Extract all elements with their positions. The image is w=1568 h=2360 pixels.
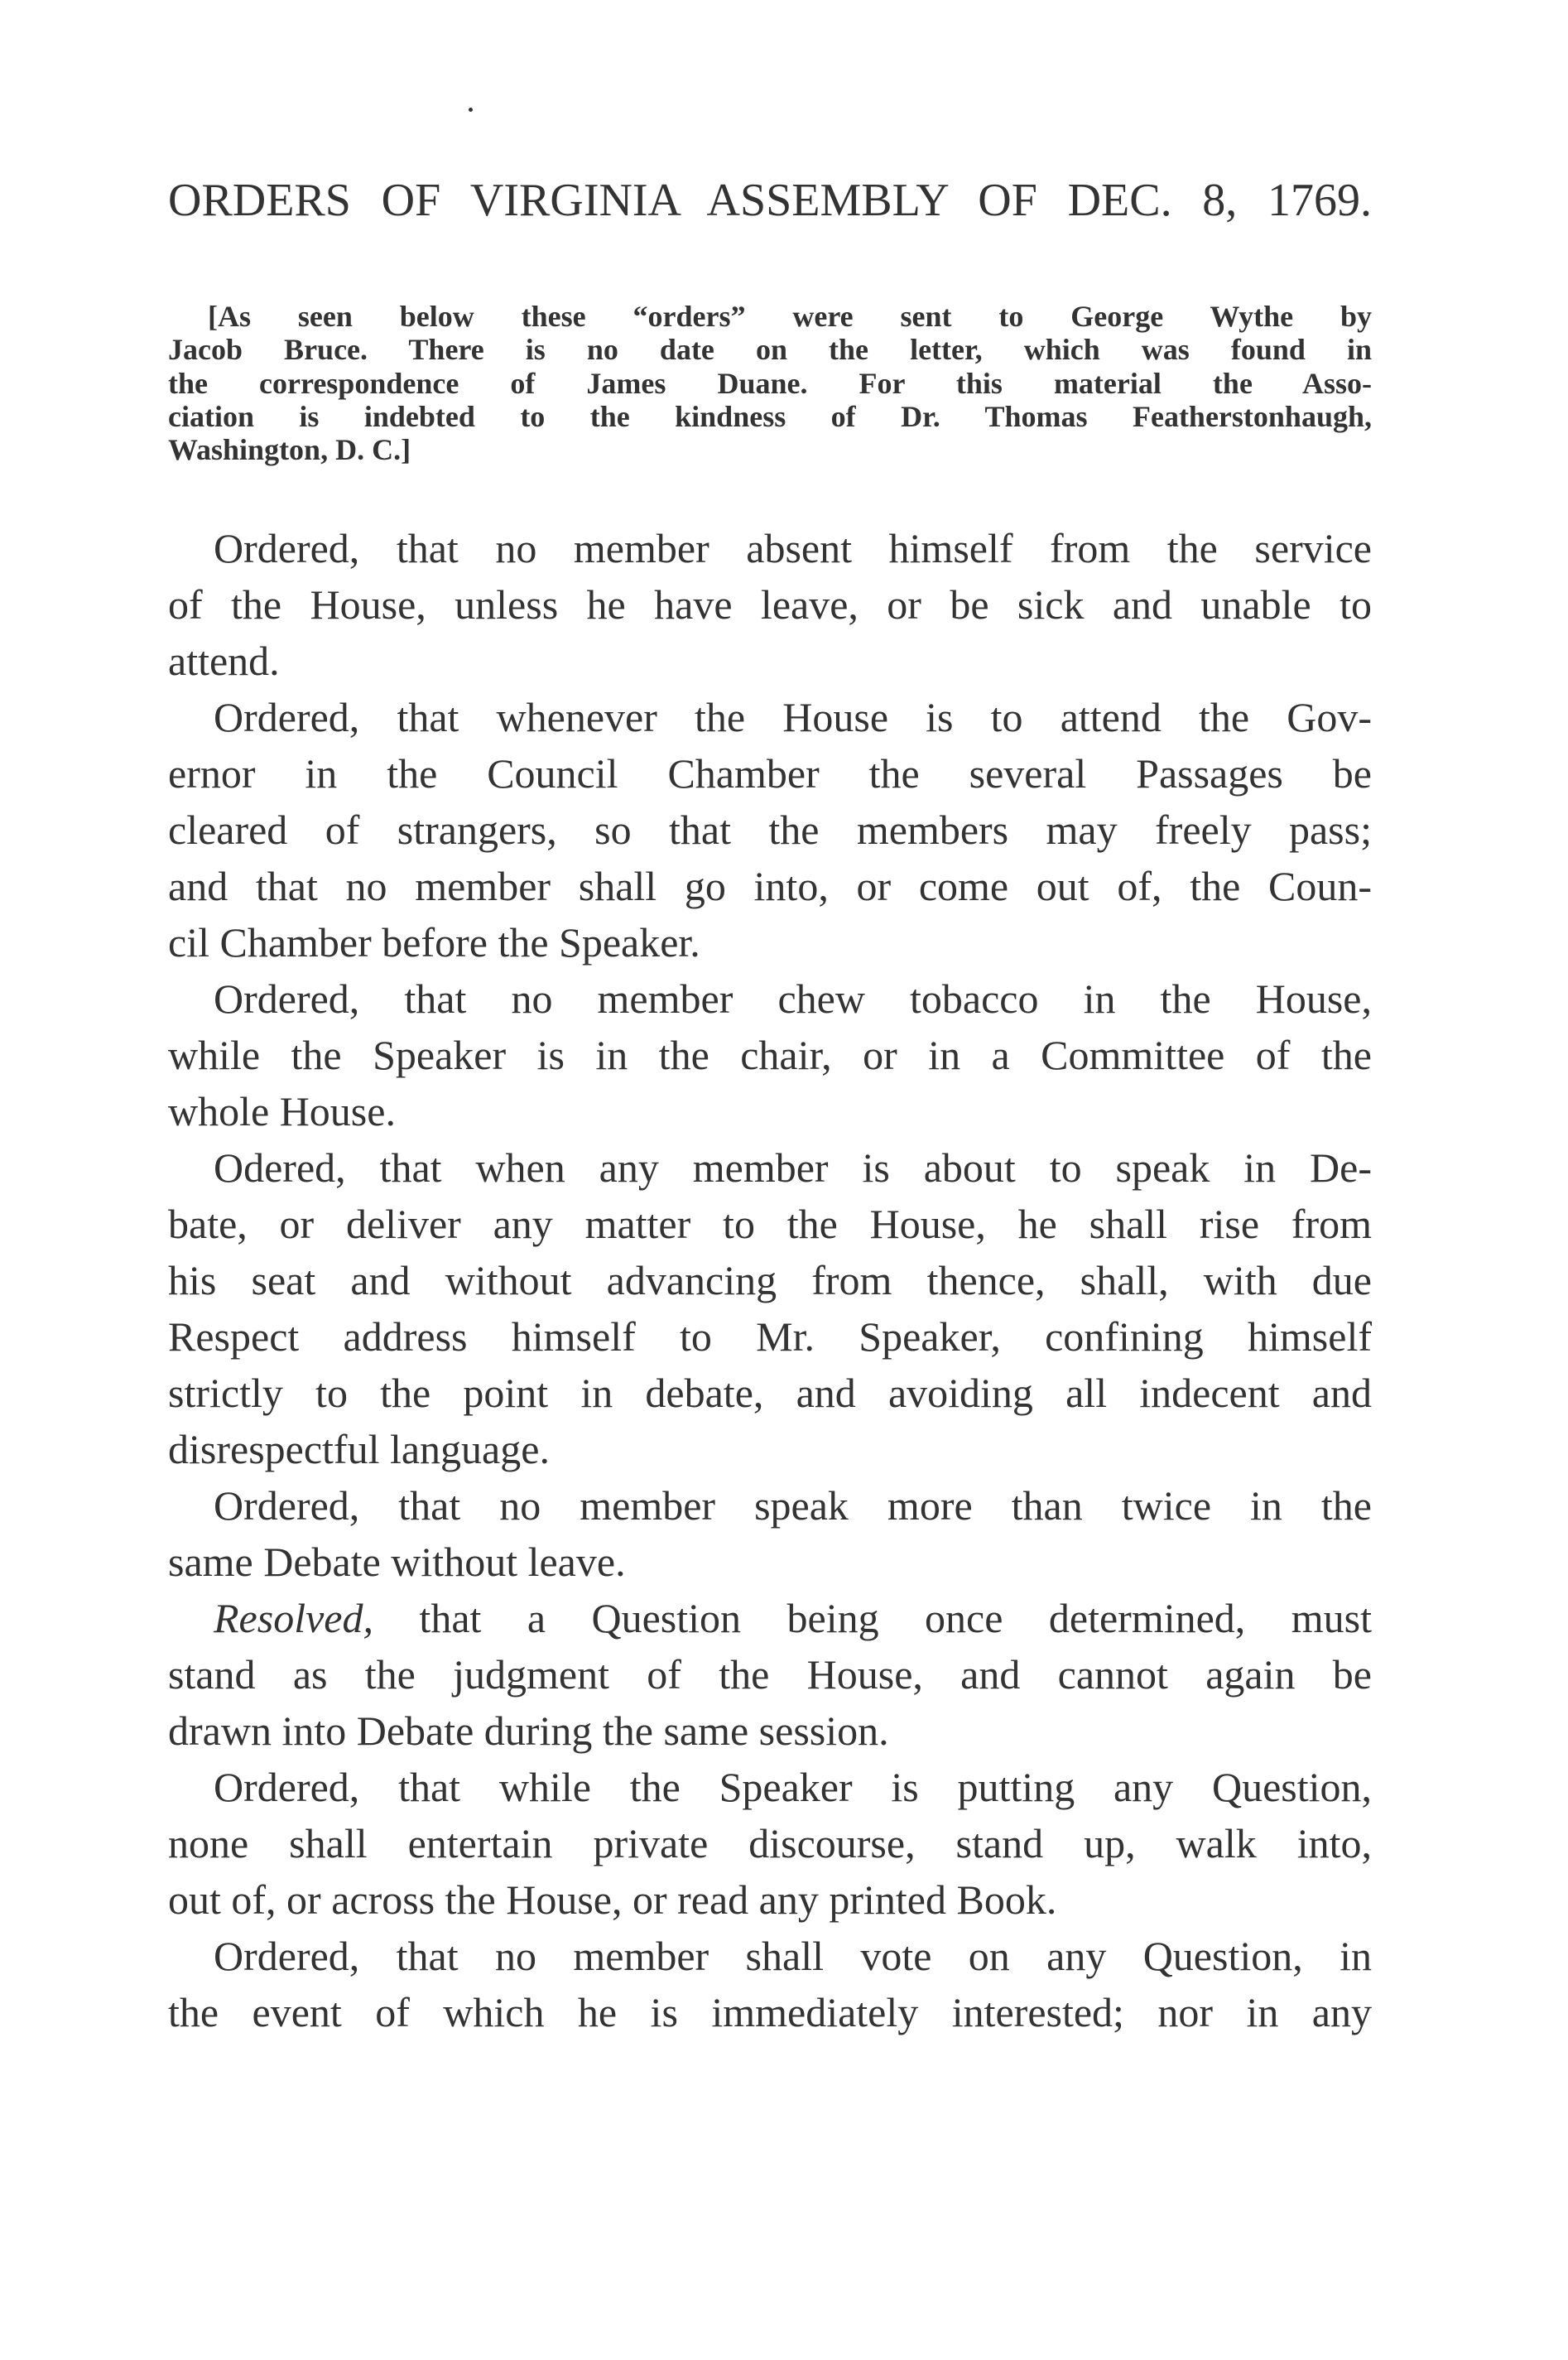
- note-line: ciation is indebted to the kindness of Dr. Thomas Featherstonhaugh,: [168, 399, 1372, 433]
- order-line: Ordered, that no member speak more than twice in the: [214, 1482, 1372, 1529]
- order-line: disrespectful language.: [168, 1426, 550, 1472]
- order-line: same Debate without leave.: [168, 1539, 626, 1585]
- order-line: ernor in the Council Chamber the several Passages be: [168, 750, 1372, 797]
- order-line: strictly to the point in debate, and avoiding all indecent and: [168, 1370, 1372, 1416]
- resolution-text: that a Question being once determined, must: [373, 1595, 1372, 1641]
- resolution-line: [168, 1590, 1372, 1646]
- order-line: while the Speaker is in the chair, or in a Committee of the: [168, 1032, 1372, 1078]
- order-line: Odered, that when any member is about to speak in De-: [214, 1144, 1372, 1191]
- note-line: [As seen below these “orders” were sent to George Wythe by: [208, 300, 1372, 333]
- note-line: Washington, D. C.]: [168, 433, 411, 467]
- order-line: whole House.: [168, 1088, 396, 1134]
- order-line: Ordered, that no member chew tobacco in the House,: [214, 975, 1372, 1022]
- order-line: out of, or across the House, or read any printed Book.: [168, 1876, 1057, 1923]
- resolved-word: Resolved,: [214, 1595, 373, 1641]
- order-line: bate, or deliver any matter to the House, he shall rise from: [168, 1201, 1372, 1247]
- order-line: attend.: [168, 638, 280, 684]
- order-line: the event of which he is immediately interested; nor in any: [168, 1989, 1372, 2035]
- order-line: cil Chamber before the Speaker.: [168, 919, 700, 966]
- note-line: the correspondence of James Duane. For this material the Asso-: [168, 366, 1372, 400]
- order-line: Ordered, that whenever the House is to attend the Gov-: [214, 694, 1372, 740]
- order-line: drawn into Debate during the same session.: [168, 1707, 889, 1754]
- order-line: cleared of strangers, so that the members may freely pass;: [168, 807, 1372, 853]
- order-line: his seat and without advancing from thence, shall, with due: [168, 1257, 1372, 1303]
- order-line: stand as the judgment of the House, and cannot again be: [168, 1651, 1372, 1698]
- order-line: and that no member shall go into, or come out of, the Coun-: [168, 863, 1372, 909]
- note-line: Jacob Bruce. There is no date on the letter, which was found in: [168, 333, 1372, 367]
- editorial-note: [168, 300, 1372, 466]
- order-line: none shall entertain private discourse, stand up, walk into,: [168, 1820, 1372, 1866]
- print-speck: [469, 108, 473, 112]
- order-line: Respect address himself to Mr. Speaker, confining himself: [168, 1313, 1372, 1360]
- order-line: Ordered, that no member absent himself from the service: [214, 525, 1372, 571]
- order-line: Ordered, that no member shall vote on any Question, in: [214, 1933, 1372, 1979]
- order-line: Ordered, that while the Speaker is putting any Question,: [214, 1764, 1372, 1810]
- order-line: of the House, unless he have leave, or be sick and unable to: [168, 581, 1372, 628]
- page-title: ORDERS OF VIRGINIA ASSEMBLY OF DEC. 8, 1769.: [168, 175, 1372, 226]
- orders-text: [168, 520, 1372, 2040]
